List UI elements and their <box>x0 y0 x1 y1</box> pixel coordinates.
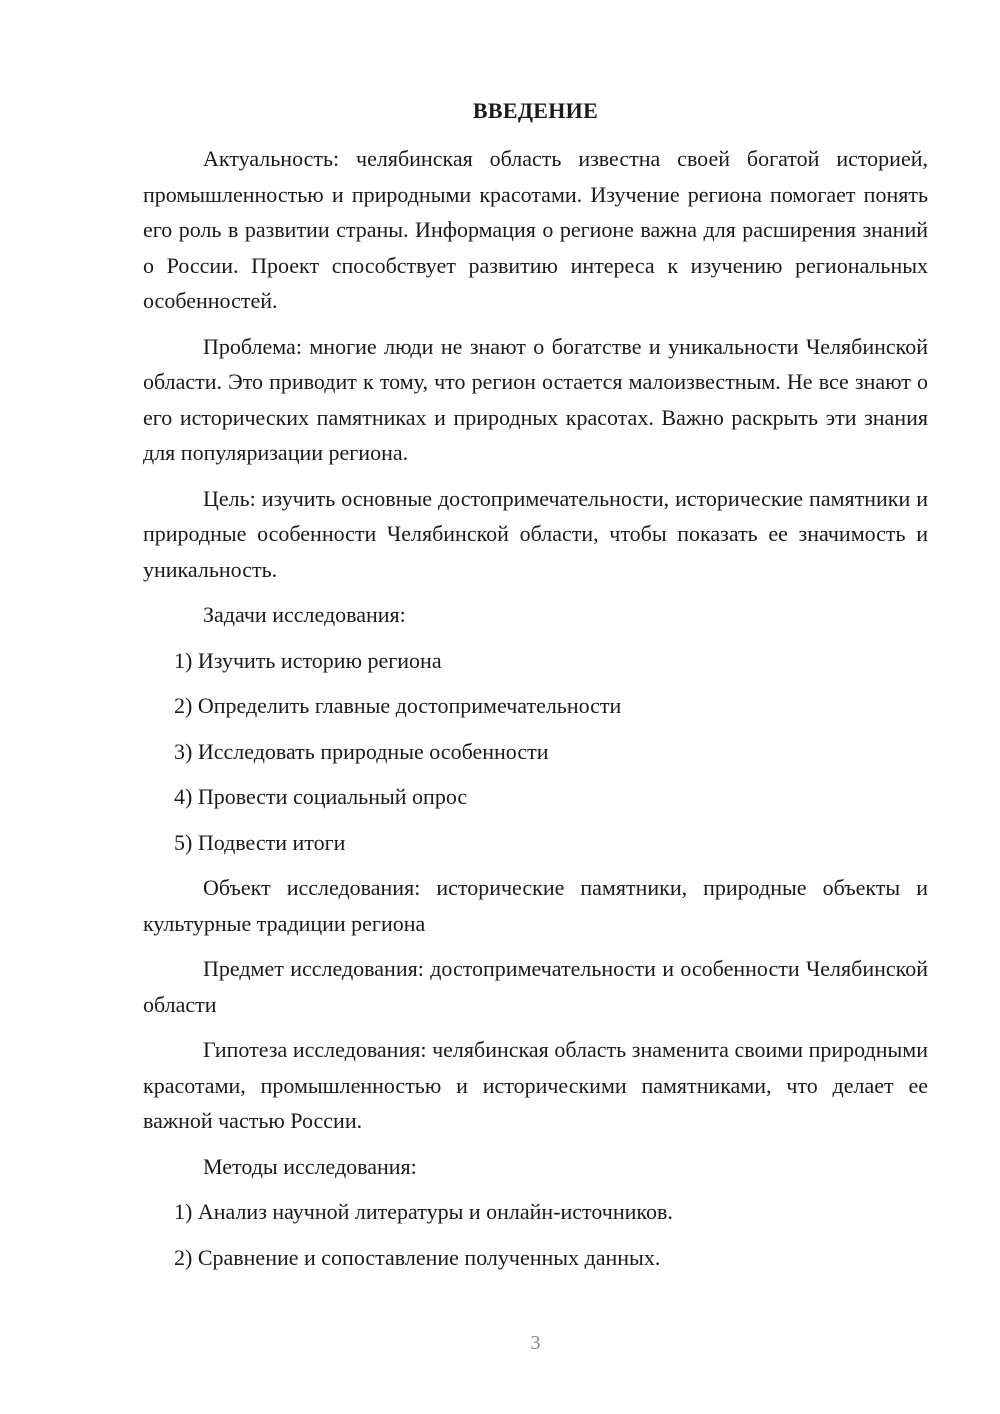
page-number: 3 <box>530 1332 541 1354</box>
list-item: 2) Сравнение и сопоставление полученных данных. <box>174 1244 661 1270</box>
tasks-list <box>143 643 928 861</box>
list-item: 5) Подвести итоги <box>174 829 346 855</box>
list-item: 1) Анализ научной литературы и онлайн-источников. <box>174 1199 673 1224</box>
methods-list <box>143 1194 928 1275</box>
hypothesis-paragraph: Гипотеза исследования: челябинская область знаменита своими природными красотами, промышленностью и историческими памятниками, что делает ее важной частью России. <box>143 1037 928 1133</box>
list-item: 3) Исследовать природные особенности <box>174 738 549 764</box>
goal-paragraph: Цель: изучить основные достопримечательности, исторические памятники и природные особенности Челябинской области, чтобы показать ее значимость и уникальность. <box>143 485 928 582</box>
list-item: 4) Провести социальный опрос <box>174 784 468 809</box>
list-item: 2) Определить главные достопримечательности <box>174 693 622 718</box>
tasks-heading: Задачи исследования: <box>203 602 406 627</box>
problem-paragraph: Проблема: многие люди не знают о богатстве и уникальности Челябинской области. Это приводит к тому, что регион остается малоизвестным. Не все знают о его исторических памятниках и природных красотах. Важно раскрыть эти знания для популяризации региона. <box>143 333 928 465</box>
list-item: 1) Изучить историю региона <box>174 647 442 673</box>
object-paragraph: Объект исследования: исторические памятники, природные объекты и культурные традиции региона <box>143 875 928 936</box>
document-body <box>143 141 928 1285</box>
subject-paragraph: Предмет исследования: достопримечательности и особенности Челябинской области <box>143 956 928 1017</box>
document-page <box>143 0 928 1414</box>
page-title: ВВЕДЕНИЕ <box>472 98 599 123</box>
relevance-paragraph: Актуальность: челябинская область известна своей богатой историей, промышленностью и природными красотами. Изучение региона помогает понять его роль в развитии страны. Информация о регионе важна для расширения знаний о России. Проект способствует развитию интереса к изучению региональных особенностей. <box>143 146 928 313</box>
methods-heading: Методы исследования: <box>203 1153 417 1179</box>
